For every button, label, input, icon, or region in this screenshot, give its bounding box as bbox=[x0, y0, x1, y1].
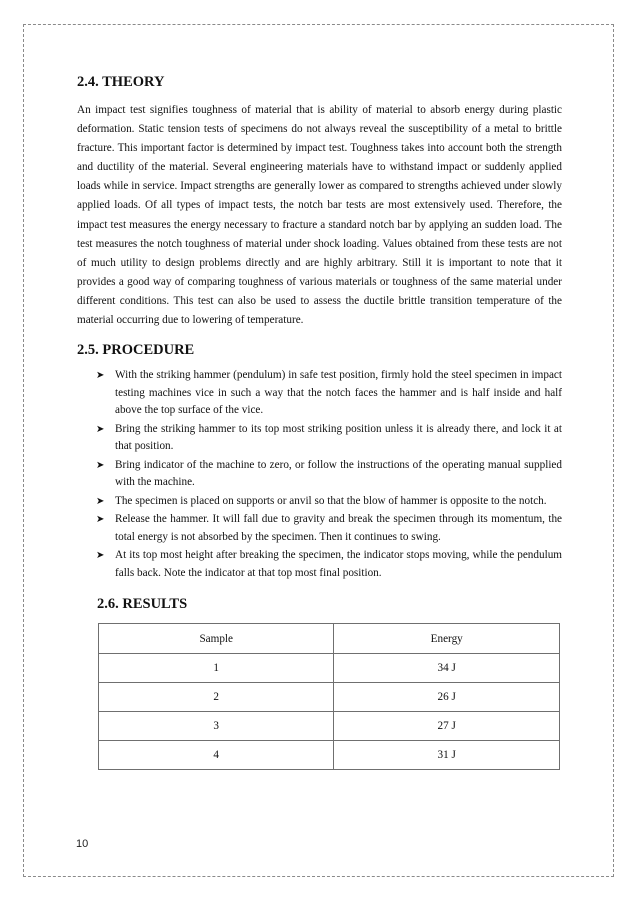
energy-cell: 27 J bbox=[334, 712, 560, 741]
table-row bbox=[99, 654, 560, 683]
procedure-step-text: Release the hammer. It will fall due to gravity and break the specimen through its momentum, the total energy is not absorbed by the specimen. Then it continues to swing. bbox=[115, 513, 562, 543]
arrow-bullet-icon: ➤ bbox=[96, 459, 105, 471]
procedure-step-text: Bring indicator of the machine to zero, or follow the instructions of the operating manual supplied with the machine. bbox=[115, 458, 562, 489]
arrow-bullet-icon: ➤ bbox=[96, 514, 105, 526]
results-heading: 2.6. RESULTS bbox=[97, 596, 188, 613]
column-header-sample: Sample bbox=[99, 624, 334, 654]
procedure-list bbox=[77, 367, 562, 582]
procedure-step-text: With the striking hammer (pendulum) in safe test position, firmly hold the steel specimen in impact testing machines vice in such a way that the notch faces the hammer and is half inside and half above the top surface of the vice. bbox=[115, 369, 562, 417]
page-content bbox=[77, 74, 562, 770]
table-header-row bbox=[99, 624, 560, 654]
procedure-step bbox=[96, 493, 562, 511]
procedure-step bbox=[96, 367, 562, 420]
procedure-step-text: The specimen is placed on supports or anvil so that the blow of hammer is opposite to the notch. bbox=[115, 494, 547, 507]
column-header-energy: Energy bbox=[334, 624, 560, 654]
procedure-step bbox=[96, 457, 562, 492]
procedure-heading: 2.5. PROCEDURE bbox=[77, 342, 195, 359]
table-row bbox=[99, 712, 560, 741]
results-table bbox=[98, 623, 560, 770]
table-row bbox=[99, 741, 560, 770]
arrow-bullet-icon: ➤ bbox=[96, 370, 105, 382]
arrow-bullet-icon: ➤ bbox=[96, 495, 105, 507]
sample-cell: 4 bbox=[99, 741, 334, 770]
arrow-bullet-icon: ➤ bbox=[96, 550, 105, 562]
energy-cell: 31 J bbox=[334, 741, 560, 770]
energy-cell: 34 J bbox=[334, 654, 560, 683]
energy-cell: 26 J bbox=[334, 683, 560, 712]
sample-cell: 3 bbox=[99, 712, 334, 741]
page-number: 10 bbox=[76, 838, 89, 850]
procedure-step-text: At its top most height after breaking the specimen, the indicator stops moving, while the pendulum falls back. Note the indicator at that top most final position. bbox=[115, 549, 562, 579]
procedure-step bbox=[96, 511, 562, 546]
procedure-step bbox=[96, 547, 562, 582]
theory-paragraph: An impact test signifies toughness of material that is ability of material to absorb energy during plastic deformation. Static tension tests of specimens do not always reveal the susceptibility of a metal to brittle fracture. This important factor is determined by impact test. Toughness takes into account both the strength and ductility of the material. Several engineering materials have to withstand impact or suddenly applied loads while in service. Impact strengths are generally lower as compared to strengths achieved under slowly applied loads. Of all types of impact tests, the notch bar tests are most extensively used. Therefore, the impact test measures the energy necessary to fracture a standard notch bar by applying an sudden load. The test measures the notch toughness of material under shock loading. Values obtained from these tests are not of much utility to design problems directly and are highly arbitrary. Still it is important to note that it provides a good way of comparing toughness of various materials or toughness of the same material under different conditions. This test can also be used to assess the ductile brittle transition temperature of the material occurring due to lowering of temperature. bbox=[77, 104, 562, 327]
sample-cell: 2 bbox=[99, 683, 334, 712]
procedure-step-text: Bring the striking hammer to its top most striking position unless it is already there, and lock it at that position. bbox=[115, 422, 562, 453]
table-row bbox=[99, 683, 560, 712]
theory-heading: 2.4. THEORY bbox=[77, 74, 165, 90]
arrow-bullet-icon: ➤ bbox=[96, 423, 105, 435]
procedure-step bbox=[96, 421, 562, 456]
sample-cell: 1 bbox=[99, 654, 334, 683]
